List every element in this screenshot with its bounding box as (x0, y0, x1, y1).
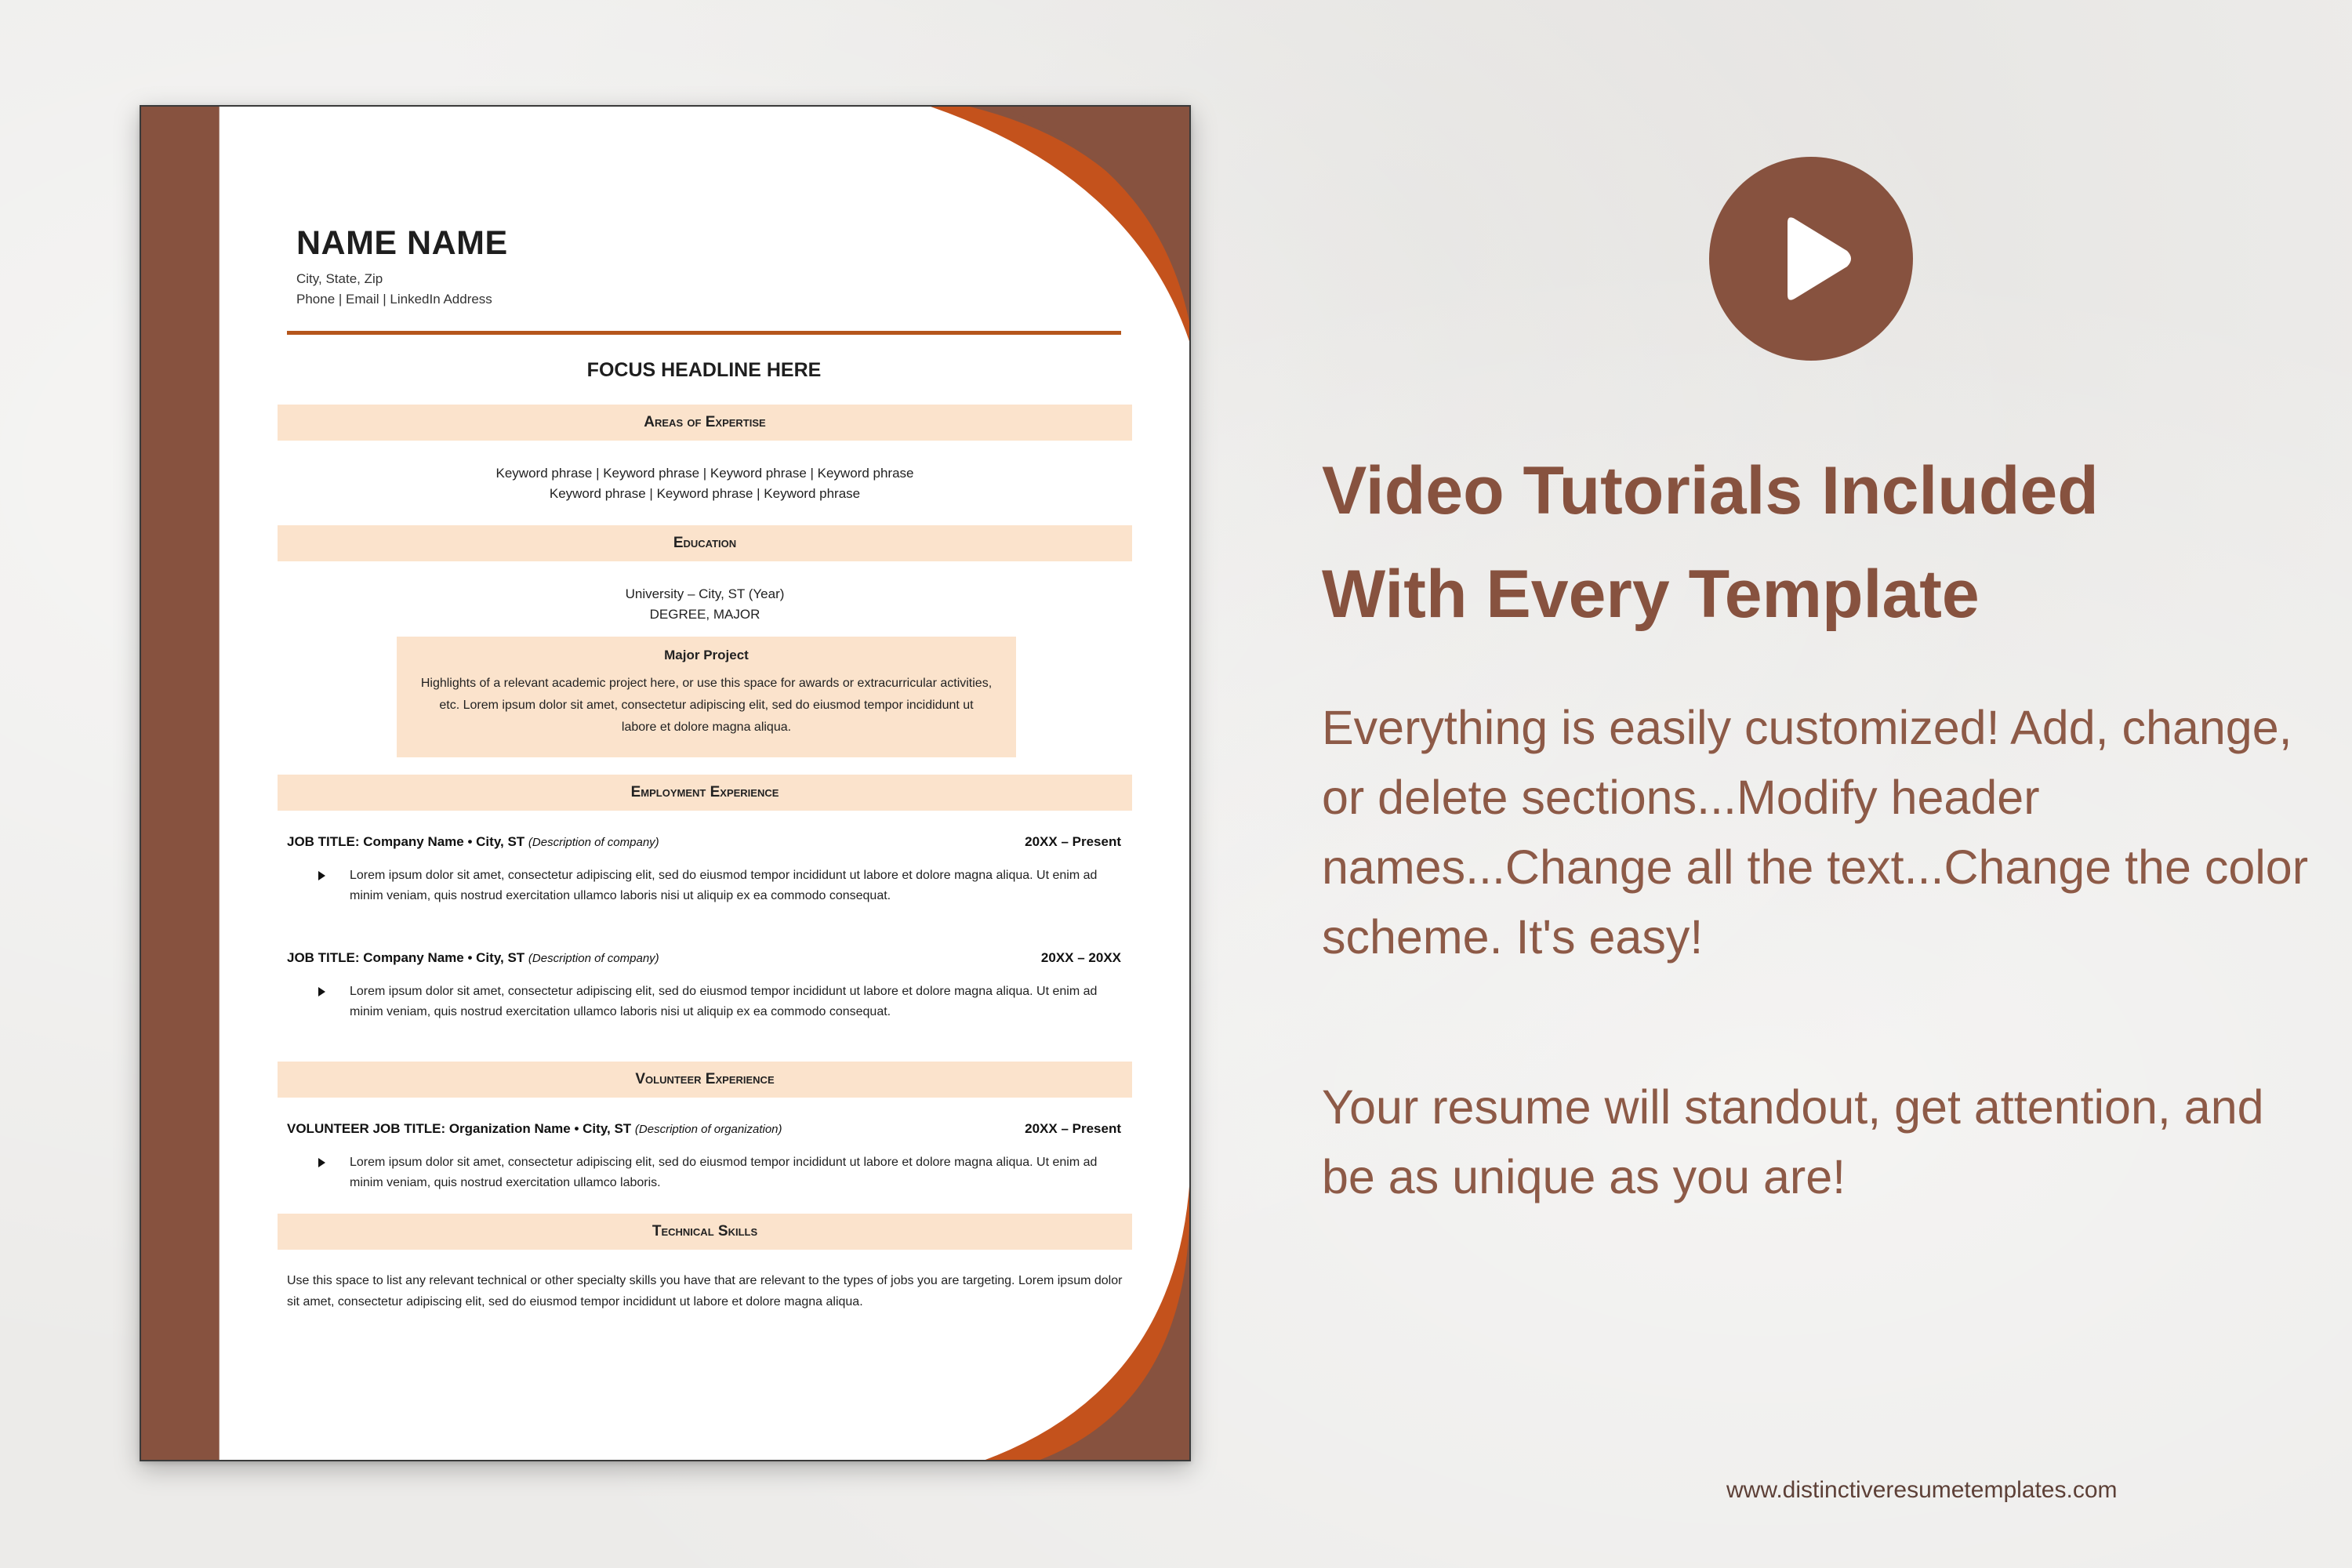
section-header-education: Education (278, 525, 1132, 561)
education-university: University – City, ST (Year) (625, 586, 785, 601)
promo-paragraph-standout: Your resume will standout, get attention, and be as unique as you are! (1322, 1080, 2264, 1203)
play-video-button[interactable] (1709, 157, 1913, 361)
section-header-technical-skills: Technical Skills (278, 1214, 1132, 1250)
job-bullet: Lorem ipsum dolor sit amet, consectetur adipiscing elit, sed do eiusmod tempor incididunt ut labore et dolore magna aliqua. Ut enim ad minim veniam, quis nostrud exercitation ullamco laboris nisi ut aliquip ex ea commodo consequat. (318, 982, 1102, 1022)
promo-heading (1322, 439, 2294, 646)
keywords-line: Keyword phrase | Keyword phrase | Keyword phrase | Keyword phrase (495, 466, 914, 481)
section-header-employment: Employment Experience (278, 775, 1132, 811)
education-degree: DEGREE, MAJOR (649, 607, 760, 622)
volunteer-bullet: Lorem ipsum dolor sit amet, consectetur adipiscing elit, sed do eiusmod tempor incididunt ut labore et dolore magna aliqua. Ut enim ad minim veniam, quis nostrud exercitation ullamco laboris. (318, 1152, 1102, 1193)
job-description: (Description of company) (528, 952, 659, 965)
job-title: JOB TITLE: Company Name • City, ST (287, 950, 525, 965)
volunteer-description: (Description of organization) (634, 1123, 782, 1136)
section-header-volunteer: Volunteer Experience (278, 1062, 1132, 1098)
job-entry-header (287, 950, 1121, 966)
website-url[interactable]: www.distinctiveresumetemplates.com (1726, 1477, 2118, 1503)
job-description: (Description of company) (528, 836, 659, 849)
section-header-expertise: Areas of Expertise (278, 405, 1132, 441)
resume-contact-location: City, State, Zip (296, 271, 383, 286)
job-dates: 20XX – 20XX (1040, 950, 1121, 965)
header-divider (287, 331, 1121, 335)
heading-line: With Every Template (1322, 557, 1980, 632)
resume-name: NAME NAME (296, 224, 508, 262)
bullet-arrow-icon (318, 987, 325, 996)
keywords-line: Keyword phrase | Keyword phrase | Keyword phrase (549, 486, 861, 501)
volunteer-entry-header (287, 1121, 1121, 1137)
resume-contact-details: Phone | Email | LinkedIn Address (296, 292, 492, 307)
project-title: Major Project (664, 648, 749, 662)
resume-template-preview (140, 105, 1191, 1461)
resume-headline: FOCUS HEADLINE HERE (586, 359, 822, 381)
heading-line: Video Tutorials Included (1322, 453, 2099, 528)
job-title: JOB TITLE: Company Name • City, ST (287, 834, 525, 849)
volunteer-title: VOLUNTEER JOB TITLE: Organization Name • City, ST (287, 1121, 632, 1136)
job-bullet: Lorem ipsum dolor sit amet, consectetur adipiscing elit, sed do eiusmod tempor incididunt ut labore et dolore magna aliqua. Ut enim ad minim veniam, quis nostrud exercitation ullamco laboris nisi ut aliquip ex ea commodo consequat. (318, 866, 1102, 906)
project-description: Highlights of a relevant academic project here, or use this space for awards or extracurricular activities, etc. Lorem ipsum dolor sit amet, consectetur adipiscing elit, sed do eiusmod tempor incididunt ut labore et dolore magna aliqua. (420, 677, 993, 734)
job-entry-header (287, 834, 1121, 850)
job-dates: 20XX – Present (1025, 834, 1121, 849)
play-icon (1709, 157, 1913, 361)
promo-paragraph-customization: Everything is easily customized! Add, change, or delete sections...Modify header names...Change all the text...Change the color scheme. It's easy! (1322, 701, 2309, 964)
bullet-arrow-icon (318, 1158, 325, 1167)
volunteer-dates: 20XX – Present (1025, 1121, 1121, 1136)
resume-body (240, 107, 1123, 1460)
bullet-arrow-icon (318, 871, 325, 880)
major-project-box (397, 637, 1016, 757)
technical-skills-text: Use this space to list any relevant technical or other specialty skills you have that are relevant to the types of jobs you are targeting. Lorem ipsum dolor sit amet, consectetur adipiscing elit, sed do eiusmod tempor incididunt ut labore et dolore magna aliqua. (287, 1274, 1123, 1308)
